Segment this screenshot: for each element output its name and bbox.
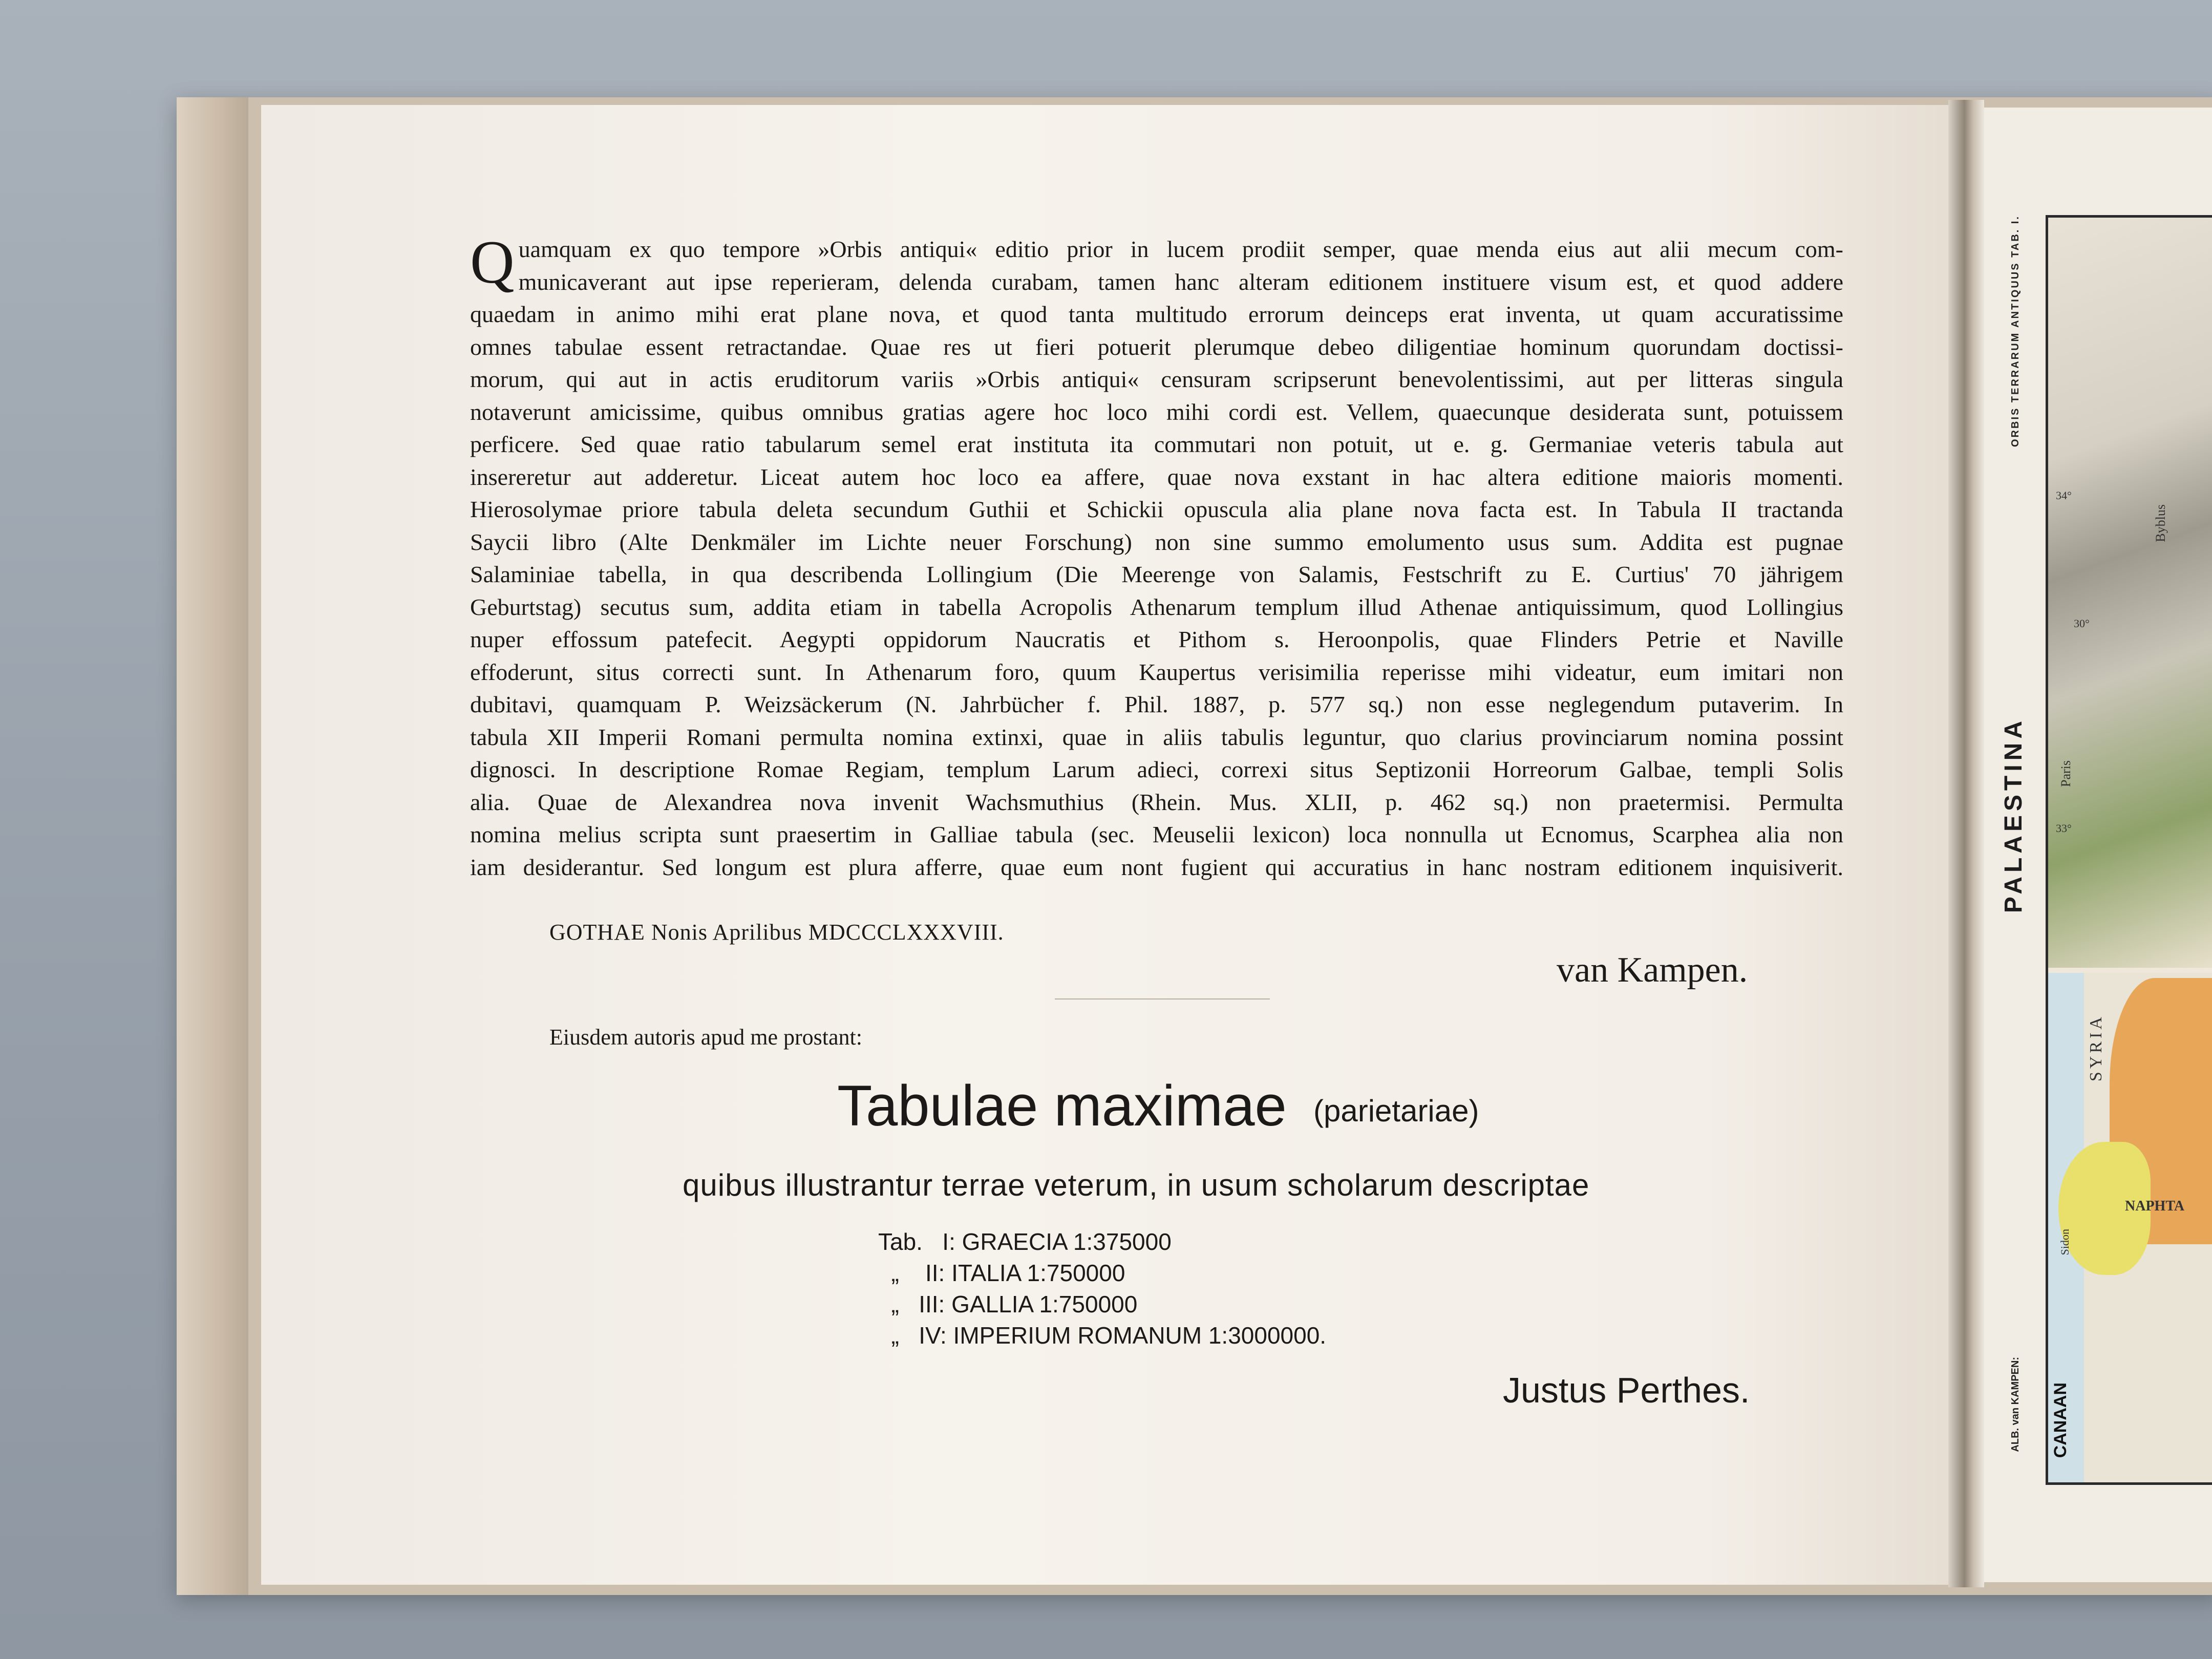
- author-signature: van Kampen.: [1557, 950, 1748, 990]
- advert-intro: Eiusdem autoris apud me prostant:: [549, 1025, 862, 1050]
- preface-line: municaverant aut ipse reperieram, delenda curabam, tamen hanc alteram editionem instituere visum est, et quod addere: [518, 268, 1843, 295]
- preface-line: perficere. Sed quae ratio tabularum semel erat instituta ita commutari non potuit, ut e. g. Germaniae veteris tabula aut: [470, 431, 1843, 457]
- book-edge: [177, 97, 248, 1595]
- publisher-name: Justus Perthes.: [1503, 1370, 1750, 1410]
- preface-line: Salaminiae tabella, in qua describenda Lollingium (Die Meerenge von Salamis, Festschrift zu E. Curtius' 70 jährigem: [470, 561, 1843, 587]
- preface-text: [470, 228, 1843, 883]
- map-label-byblus: Byblus: [2153, 504, 2168, 542]
- preface-line: dubitavi, quamquam P. Weizsäckerum (N. Jahrbücher f. Phil. 1887, p. 577 sq.) non esse neglegendum putaverim. In: [470, 691, 1843, 717]
- map-label-33: 33°: [2056, 822, 2072, 835]
- map-label-sidon: Sidon: [2058, 1229, 2071, 1256]
- map-list: [878, 1226, 1326, 1351]
- map-list-item: „ IV: IMPERIUM ROMANUM 1:3000000.: [878, 1322, 1327, 1349]
- map-frame: [2046, 215, 2212, 1485]
- map-list-item: „ II: ITALIA 1:750000: [878, 1260, 1125, 1286]
- preface-line: uamquam ex quo tempore »Orbis antiqui« editio prior in lucem prodiit semper, quae menda eius aut alii mecum com-: [518, 236, 1843, 262]
- place-date: GOTHAE Nonis Aprilibus MDCCCLXXXVIII.: [549, 920, 1004, 945]
- map-list-item: Tab. I: GRAECIA 1:375000: [878, 1228, 1172, 1255]
- preface-line: Hierosolymae priore tabula deleta secundum Guthii et Schickii opuscula alia plane nova facta est. In Tabula II tractanda: [470, 496, 1843, 522]
- preface-line: omnes tabulae essent retractandae. Quae res ut fieri potuerit plerumque debeo diligentiae hominum quorundam doctissi-: [470, 333, 1843, 360]
- map-inset-title: CANAAN: [2051, 1382, 2070, 1458]
- advert-subtitle: quibus illustrantur terrae veterum, in usum scholarum descriptae: [683, 1168, 1590, 1202]
- map-author-label: ALB. van KAMPEN:: [2010, 1357, 2021, 1452]
- book-gutter: [1948, 100, 1984, 1587]
- preface-line: quaedam in animo mihi erat plane nova, et quod tanta multitudo errorum deinceps erat inventa, ut quam accuratissime: [470, 301, 1843, 327]
- map-label-30: 30°: [2074, 617, 2090, 630]
- map-label-naphta: NAPHTA: [2125, 1198, 2185, 1214]
- divider: [1055, 998, 1270, 999]
- map-list-item: „ III: GALLIA 1:750000: [878, 1291, 1138, 1317]
- preface-line: Geburtstag) secutus sum, addita etiam in tabella Acropolis Athenarum templum illud Athenae antiquissimum, quod Lollingius: [470, 593, 1843, 620]
- map-title: PALAESTINA: [2000, 717, 2027, 913]
- preface-line: nomina melius scripta sunt praesertim in Galliae tabula (sec. Meuselii lexicon) loca nonnulla ut Ecnomus, Scarphea alia non: [470, 821, 1843, 847]
- map-label-34: 34°: [2056, 489, 2072, 502]
- map-label-paris: Paris: [2058, 760, 2073, 787]
- advert-title: Tabulae maximae: [837, 1074, 1287, 1138]
- preface-line: notaverunt amicissime, quibus omnibus gratias agere hoc loco mihi cordi est. Vellem, quaecunque desiderata sunt, potuissem: [470, 398, 1843, 425]
- map-series-label: ORBIS TERRARUM ANTIQUUS TAB. I.: [2010, 215, 2021, 447]
- preface-line: Saycii libro (Alte Denkmäler im Lichte neuer Forschung) non sine summo emolumento usus sum. Addita est pugnae: [470, 528, 1843, 555]
- preface-line: alia. Quae de Alexandrea nova invenit Wachsmuthius (Rhein. Mus. XLII, p. 462 sq.) non praetermisi. Permulta: [470, 789, 1843, 815]
- relief-map: [2048, 218, 2212, 968]
- map-label-syria: SYRIA: [2087, 1014, 2105, 1082]
- preface-line: effoderunt, situs correcti sunt. In Athenarum foro, quum Kaupertus verisimilia reperisse mihi videatur, eum imitari non: [470, 658, 1843, 685]
- canaan-inset-map: [2048, 973, 2212, 1482]
- preface-line: iam desiderantur. Sed longum est plura afferre, quae eum nont fugient qui accuratius in hanc nostram editionem inquisiverit.: [470, 854, 1843, 880]
- advert-title-note: (parietariae): [1313, 1094, 1479, 1128]
- preface-line: nuper effossum patefecit. Aegypti oppidorum Naucratis et Pithom s. Heroonpolis, quae Flinders Petrie et Naville: [470, 626, 1843, 652]
- preface-line: tabula XII Imperii Romani permulta nomina extinxi, quae in aliis tabulis leguntur, quo clarius provinciarum nomina possint: [470, 724, 1843, 750]
- preface-line: dignosci. In descriptione Romae Regiam, templum Larum adieci, correxi situs Septizonii Horreorum Galbae, templi Solis: [470, 756, 1843, 782]
- preface-line: insereretur aut adderetur. Liceat autem hoc loco ea affere, quae nova exstant in hac altera editione maioris momenti.: [470, 463, 1843, 490]
- drop-cap: Q: [470, 228, 515, 296]
- preface-line: morum, qui aut in actis eruditorum variis »Orbis antiqui« censuram scripserunt benevolentissimi, aut per litteras singula: [470, 366, 1843, 392]
